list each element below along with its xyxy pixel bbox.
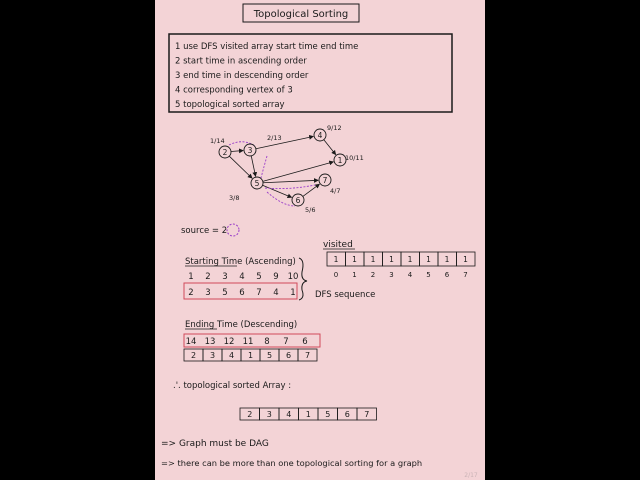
steps-list (175, 42, 358, 110)
endtimes-cell: 13 (204, 337, 216, 347)
node-id: 1 (337, 156, 343, 165)
step-item: 2 start time in ascending order (175, 56, 307, 67)
starttimes-cell: 9 (273, 272, 279, 282)
visited-value: 1 (389, 255, 394, 264)
source-label: source = 2 (181, 226, 228, 236)
node-id: 3 (247, 146, 253, 155)
endtimes-cell: 8 (264, 337, 270, 347)
end-vertex: 7 (304, 351, 311, 360)
endtimes-cell: 7 (283, 337, 289, 347)
visited-index: 6 (444, 271, 450, 279)
node-time-label: 9/12 (327, 124, 342, 132)
startverts-cell: 5 (222, 288, 228, 298)
node-time-label: 2/13 (267, 134, 282, 142)
visited-index: 0 (333, 271, 339, 279)
node-time-label: 3/8 (229, 194, 240, 202)
end-vertex: 2 (190, 351, 197, 360)
starttimes-cell: 5 (256, 272, 262, 282)
visited-index: 5 (426, 271, 431, 279)
startverts-cell: 1 (290, 288, 296, 298)
start-times-row (188, 272, 298, 282)
visited-index: 7 (463, 271, 468, 279)
node-time-label: 10/11 (345, 154, 364, 162)
note-dag: => Graph must be DAG (161, 439, 269, 449)
visited-value: 1 (444, 255, 450, 264)
dag-graph (210, 124, 364, 214)
step-item: 3 end time in descending order (175, 71, 309, 81)
source-highlight (227, 224, 239, 236)
starttimes-cell: 10 (287, 272, 299, 282)
end-vertex: 1 (247, 351, 254, 360)
visited-label: visited (323, 240, 353, 250)
dfs-sequence-label: DFS sequence (315, 290, 376, 300)
visited-index: 1 (352, 271, 357, 279)
starttimes-cell: 1 (188, 272, 194, 282)
traversal-arc (261, 156, 267, 178)
node-time-label: 1/14 (210, 137, 225, 145)
node-id: 4 (317, 131, 323, 140)
end-heading: Ending Time (Descending) (185, 320, 298, 330)
topo-value: 7 (364, 410, 370, 419)
graph-edge (251, 156, 255, 176)
visited-value: 1 (370, 255, 376, 264)
visited-value: 1 (463, 255, 468, 264)
graph-edge (263, 180, 318, 182)
page-title: Topological Sorting (253, 9, 349, 20)
start-vertices-row (188, 288, 295, 298)
notebook-page (155, 0, 485, 480)
visited-index: 2 (370, 271, 376, 279)
graph-edge (256, 136, 313, 148)
step-item: 1 use DFS visited array start time end time (175, 42, 359, 52)
visited-value: 1 (426, 255, 431, 264)
startverts-cell: 3 (205, 288, 211, 298)
endtimes-cell: 6 (302, 337, 308, 347)
topo-value: 2 (247, 410, 253, 419)
end-times-row (186, 337, 308, 347)
traversal-arc (267, 192, 295, 206)
end-vertices-row (184, 349, 317, 361)
visited-array (327, 252, 475, 279)
notes-canvas (155, 0, 485, 480)
visited-value: 1 (407, 255, 413, 264)
end-vertex: 6 (285, 351, 292, 360)
page-number: 2/17 (464, 472, 478, 479)
endtimes-cell: 14 (185, 337, 197, 347)
topo-value: 3 (266, 410, 272, 419)
node-id: 2 (222, 148, 228, 157)
end-vertex: 5 (266, 351, 273, 360)
visited-value: 1 (352, 255, 357, 264)
graph-edge (324, 140, 336, 155)
end-vertex: 3 (209, 351, 216, 360)
graph-edge (231, 151, 243, 152)
node-id: 7 (322, 176, 328, 185)
endtimes-cell: 11 (242, 337, 254, 347)
starttimes-cell: 2 (205, 272, 211, 282)
starttimes-cell: 3 (222, 272, 228, 282)
visited-index: 3 (389, 271, 394, 279)
topo-value: 4 (286, 410, 292, 419)
topo-value: 5 (325, 410, 331, 419)
visited-index: 4 (407, 271, 413, 279)
node-time-label: 5/6 (305, 206, 316, 214)
traversal-arc (265, 185, 315, 189)
graph-edge (263, 185, 292, 197)
start-heading: Starting Time (Ascending) (185, 257, 296, 267)
end-vertex: 4 (228, 351, 235, 360)
topo-value: 1 (305, 410, 311, 419)
topo-value: 6 (344, 410, 350, 419)
step-item: 5 topological sorted array (175, 100, 285, 110)
startverts-cell: 4 (273, 288, 279, 298)
topo-label: .'. topological sorted Array : (173, 381, 292, 391)
step-item: 4 corresponding vertex of 3 (175, 85, 293, 96)
startverts-cell: 6 (239, 288, 245, 298)
topo-array (240, 408, 377, 420)
visited-value: 1 (333, 255, 339, 264)
graph-edge (229, 156, 252, 178)
note-multiple: => there can be more than one topological sorting for a graph (161, 458, 423, 468)
node-id: 6 (295, 196, 301, 205)
startverts-cell: 2 (188, 288, 194, 298)
node-time-label: 4/7 (330, 187, 341, 195)
endtimes-cell: 12 (223, 337, 235, 347)
startverts-cell: 7 (256, 288, 262, 298)
node-id: 5 (254, 179, 260, 188)
starttimes-cell: 4 (239, 272, 245, 282)
